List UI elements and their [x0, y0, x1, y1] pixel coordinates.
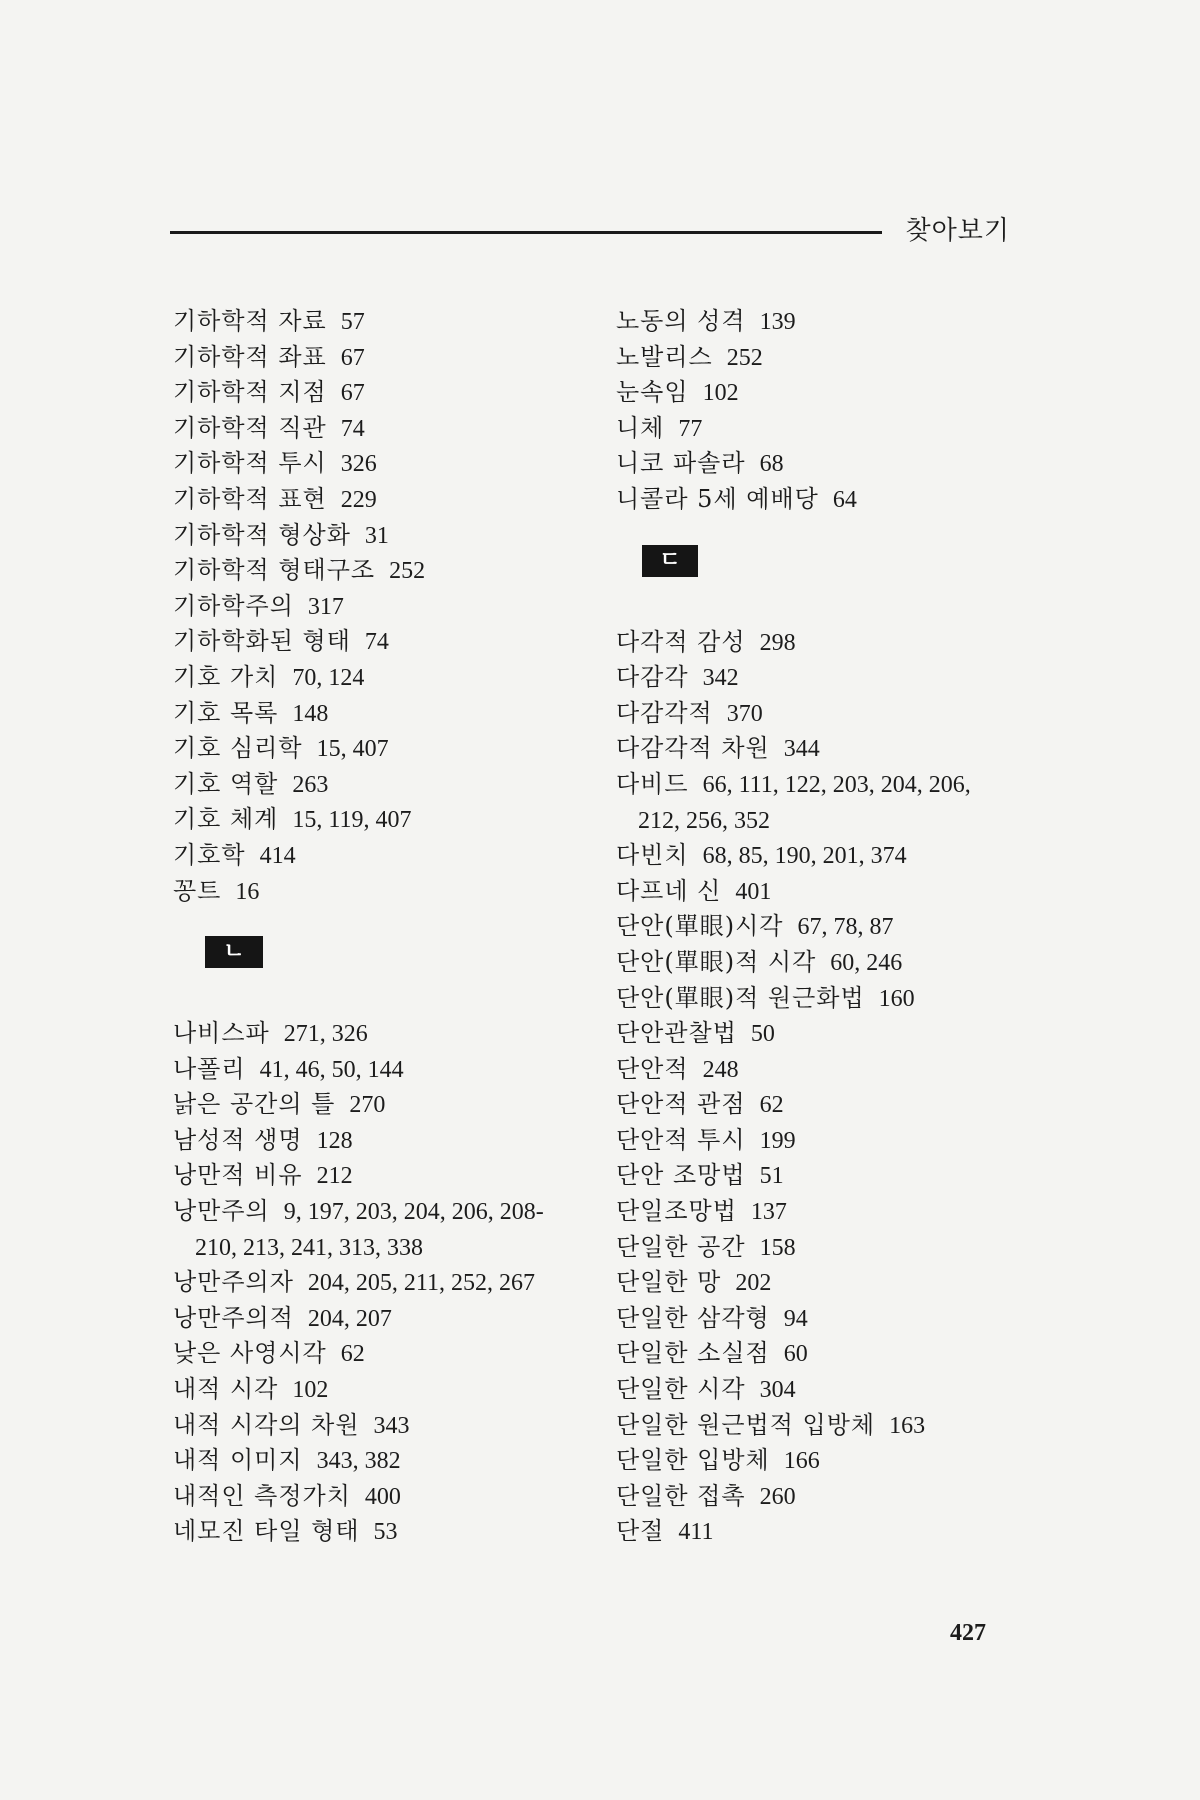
index-entry	[173, 518, 593, 554]
entry-pages: 74	[340, 415, 365, 442]
entry-term: 낡은 공간의 틀	[173, 1090, 336, 1119]
index-entry	[173, 1514, 593, 1550]
entry-term: 기호학	[173, 840, 246, 869]
entry-pages: 252	[726, 344, 763, 371]
entry-pages: 210, 213, 241, 313, 338	[195, 1234, 423, 1261]
entry-term: 단안관찰법	[616, 1019, 737, 1048]
entry-pages: 62	[759, 1092, 784, 1119]
entry-term: 단안(單眼)적 시각	[616, 947, 817, 976]
index-entry	[616, 1265, 1036, 1301]
entry-term: 꽁트	[173, 876, 222, 905]
index-entry	[616, 1479, 1036, 1515]
entry-pages: 15, 407	[316, 736, 389, 763]
entry-pages: 15, 119, 407	[292, 807, 412, 834]
index-entry	[173, 1443, 593, 1479]
entry-term: 낭만주의적	[173, 1303, 294, 1332]
entry-pages: 204, 205, 211, 252, 267	[307, 1270, 536, 1297]
entry-term: 단안(單眼)시각	[616, 912, 784, 941]
entry-pages: 400	[364, 1483, 401, 1510]
index-group	[173, 304, 593, 909]
entry-pages: 158	[759, 1234, 796, 1261]
entry-term: 단안 조망법	[616, 1161, 746, 1190]
index-entry-continuation	[616, 803, 1036, 839]
index-entry	[616, 375, 1036, 411]
entry-term: 단안(單眼)적 원근화법	[616, 983, 865, 1012]
entry-pages: 148	[292, 700, 329, 727]
entry-term: 내적 시각의 차원	[173, 1410, 360, 1439]
entry-pages: 263	[292, 771, 329, 798]
index-entry	[616, 909, 1036, 945]
entry-pages: 51	[759, 1163, 784, 1190]
entry-pages: 163	[889, 1412, 926, 1439]
entry-pages: 166	[783, 1448, 820, 1475]
entry-pages: 271, 326	[283, 1021, 368, 1048]
entry-term: 단일한 시각	[616, 1375, 746, 1404]
entry-term: 네모진 타일 형태	[173, 1517, 360, 1546]
entry-term: 니체	[616, 413, 665, 442]
entry-pages: 68, 85, 190, 201, 374	[702, 843, 907, 870]
index-entry	[173, 589, 593, 625]
entry-term: 단일한 접촉	[616, 1481, 746, 1510]
entry-pages: 401	[735, 878, 772, 905]
index-entry	[173, 1336, 593, 1372]
entry-term: 기하학적 지점	[173, 378, 327, 407]
entry-pages: 344	[783, 736, 820, 763]
running-header	[170, 210, 1010, 250]
entry-pages: 77	[678, 415, 703, 442]
entry-pages: 53	[373, 1519, 398, 1546]
index-entry	[616, 767, 1036, 803]
entry-term: 노동의 성격	[616, 307, 746, 335]
entry-pages: 248	[702, 1056, 739, 1083]
index-entry	[173, 1479, 593, 1515]
index-entry	[616, 1408, 1036, 1444]
entry-pages: 317	[307, 593, 344, 620]
entry-term: 기하학주의	[173, 591, 294, 620]
index-entry	[616, 696, 1036, 732]
entry-pages: 41, 46, 50, 144	[259, 1056, 404, 1083]
index-entry	[616, 1123, 1036, 1159]
index-entry-continuation	[173, 1230, 593, 1266]
entry-pages: 60	[783, 1341, 808, 1368]
entry-pages: 229	[340, 486, 377, 513]
entry-pages: 411	[678, 1519, 714, 1546]
index-entry	[616, 874, 1036, 910]
entry-pages: 343, 382	[316, 1448, 401, 1475]
index-entry	[173, 1158, 593, 1194]
index-entry	[616, 945, 1036, 981]
entry-term: 다감각적 차원	[616, 734, 770, 763]
entry-pages: 50	[750, 1021, 775, 1048]
entry-term: 니코 파솔라	[616, 449, 746, 478]
entry-pages: 66, 111, 122, 203, 204, 206,	[702, 771, 971, 798]
entry-term: 단안적 투시	[616, 1125, 746, 1154]
entry-term: 단안적 관점	[616, 1090, 746, 1119]
entry-pages: 60, 246	[830, 949, 903, 976]
entry-term: 낮은 사영시각	[173, 1339, 327, 1368]
entry-pages: 139	[759, 309, 796, 335]
index-entry	[173, 1194, 593, 1230]
entry-term: 니콜라 5세 예배당	[616, 484, 819, 513]
index-entry	[616, 304, 1036, 340]
index-column-left	[173, 304, 593, 1550]
entry-term: 기하학적 투시	[173, 449, 327, 478]
entry-term: 다비드	[616, 769, 689, 798]
index-column-right	[616, 304, 1036, 1550]
entry-term: 기하학적 자료	[173, 307, 327, 335]
header-title: 찾아보기	[905, 216, 1010, 246]
section-letter-badge: ㄷ	[642, 545, 698, 577]
entry-term: 단일한 망	[616, 1268, 722, 1297]
entry-term: 눈속임	[616, 378, 689, 407]
entry-pages: 326	[340, 451, 377, 478]
entry-term: 기호 역할	[173, 769, 279, 798]
index-entry	[616, 1158, 1036, 1194]
entry-pages: 128	[316, 1127, 353, 1154]
index-entry	[616, 1336, 1036, 1372]
entry-term: 기하학화된 형태	[173, 627, 351, 656]
index-entry	[616, 446, 1036, 482]
index-entry	[616, 1443, 1036, 1479]
index-entry	[616, 1194, 1036, 1230]
index-entry	[173, 1123, 593, 1159]
index-entry	[173, 802, 593, 838]
index-entry	[616, 1052, 1036, 1088]
entry-pages: 102	[702, 380, 739, 407]
entry-term: 내적 이미지	[173, 1446, 303, 1475]
index-group	[173, 1016, 593, 1230]
section-letter-badge: ㄴ	[205, 936, 263, 968]
entry-term: 다감각	[616, 663, 689, 692]
entry-pages: 160	[878, 985, 915, 1012]
entry-term: 기하학적 형태구조	[173, 556, 376, 585]
index-entry	[173, 1265, 593, 1301]
entry-pages: 16	[235, 878, 260, 905]
index-entry	[616, 1372, 1036, 1408]
index-entry	[173, 696, 593, 732]
index-entry	[616, 1087, 1036, 1123]
entry-term: 기호 체계	[173, 805, 279, 834]
index-entry	[173, 767, 593, 803]
index-group	[616, 625, 1036, 803]
index-entry	[173, 1016, 593, 1052]
entry-pages: 414	[259, 842, 296, 869]
entry-term: 노발리스	[616, 342, 713, 371]
entry-pages: 94	[783, 1305, 808, 1332]
section-divider	[173, 909, 593, 1016]
entry-term: 기하학적 직관	[173, 413, 327, 442]
entry-term: 기호 목록	[173, 698, 279, 727]
index-entry	[616, 1230, 1036, 1266]
entry-pages: 260	[759, 1483, 796, 1510]
entry-pages: 57	[340, 309, 365, 335]
entry-term: 낭만주의자	[173, 1268, 294, 1297]
entry-term: 기하학적 좌표	[173, 342, 327, 371]
index-entry	[616, 731, 1036, 767]
entry-term: 내적 시각	[173, 1375, 279, 1404]
header-rule	[170, 231, 882, 234]
index-entry	[173, 1052, 593, 1088]
entry-pages: 199	[759, 1127, 796, 1154]
entry-pages: 212, 256, 352	[638, 807, 770, 834]
entry-pages: 137	[750, 1199, 787, 1226]
entry-term: 낭만적 비유	[173, 1161, 303, 1190]
entry-pages: 102	[292, 1377, 329, 1404]
entry-term: 기하학적 형상화	[173, 520, 351, 549]
index-entry	[173, 446, 593, 482]
index-entry	[173, 340, 593, 376]
entry-term: 단일조망법	[616, 1197, 737, 1226]
entry-term: 단일한 소실점	[616, 1339, 770, 1368]
index-group	[173, 1265, 593, 1550]
index-entry	[616, 1514, 1036, 1550]
index-entry	[616, 482, 1036, 518]
entry-pages: 70, 124	[292, 664, 365, 691]
index-entry	[173, 411, 593, 447]
entry-pages: 67	[340, 380, 365, 407]
index-entry	[173, 874, 593, 910]
section-divider	[616, 518, 1036, 625]
index-entry	[616, 411, 1036, 447]
entry-term: 나비스파	[173, 1019, 270, 1048]
index-entry	[173, 1087, 593, 1123]
entry-pages: 204, 207	[307, 1305, 392, 1332]
entry-term: 다각적 감성	[616, 627, 746, 656]
entry-pages: 212	[316, 1163, 353, 1190]
index-entry	[173, 1408, 593, 1444]
index-entry	[173, 1301, 593, 1337]
entry-term: 기호 심리학	[173, 734, 303, 763]
entry-pages: 252	[389, 558, 426, 585]
entry-term: 단안적	[616, 1054, 689, 1083]
index-group	[616, 838, 1036, 1550]
index-entry	[173, 731, 593, 767]
entry-pages: 64	[832, 486, 857, 513]
entry-pages: 343	[373, 1412, 410, 1439]
entry-pages: 342	[702, 665, 739, 692]
entry-term: 다빈치	[616, 841, 689, 870]
index-entry	[173, 838, 593, 874]
entry-term: 기호 가치	[173, 662, 279, 691]
entry-pages: 62	[340, 1341, 365, 1368]
index-entry	[616, 981, 1036, 1017]
entry-pages: 304	[759, 1377, 796, 1404]
entry-pages: 298	[759, 629, 796, 656]
index-entry	[616, 838, 1036, 874]
entry-pages: 67, 78, 87	[797, 914, 894, 941]
entry-pages: 31	[364, 522, 389, 549]
entry-term: 기하학적 표현	[173, 484, 327, 513]
entry-pages: 67	[340, 344, 365, 371]
index-entry	[616, 1301, 1036, 1337]
index-entry	[173, 660, 593, 696]
index-entry	[173, 553, 593, 589]
entry-term: 단일한 원근법적 입방체	[616, 1410, 876, 1439]
entry-term: 단절	[616, 1517, 665, 1546]
entry-term: 나폴리	[173, 1054, 246, 1083]
index-entry	[173, 304, 593, 340]
entry-term: 다감각적	[616, 698, 713, 727]
index-entry	[173, 375, 593, 411]
page-number: 427	[950, 1620, 986, 1646]
entry-term: 단일한 삼각형	[616, 1303, 770, 1332]
entry-term: 다프네 신	[616, 876, 722, 905]
entry-pages: 370	[726, 700, 763, 727]
entry-pages: 270	[349, 1092, 386, 1119]
index-entry	[173, 624, 593, 660]
index-entry	[173, 482, 593, 518]
index-group	[616, 304, 1036, 518]
entry-term: 단일한 입방체	[616, 1446, 770, 1475]
index-entry	[616, 660, 1036, 696]
entry-term: 남성적 생명	[173, 1125, 303, 1154]
index-entry	[616, 340, 1036, 376]
entry-term: 낭만주의	[173, 1197, 270, 1226]
index-entry	[173, 1372, 593, 1408]
entry-term: 단일한 공간	[616, 1232, 746, 1261]
entry-pages: 9, 197, 203, 204, 206, 208-	[283, 1199, 544, 1226]
entry-pages: 202	[735, 1270, 772, 1297]
index-entry	[616, 625, 1036, 661]
entry-pages: 68	[759, 451, 784, 478]
entry-pages: 74	[364, 629, 389, 656]
entry-term: 내적인 측정가치	[173, 1481, 351, 1510]
index-entry	[616, 1016, 1036, 1052]
